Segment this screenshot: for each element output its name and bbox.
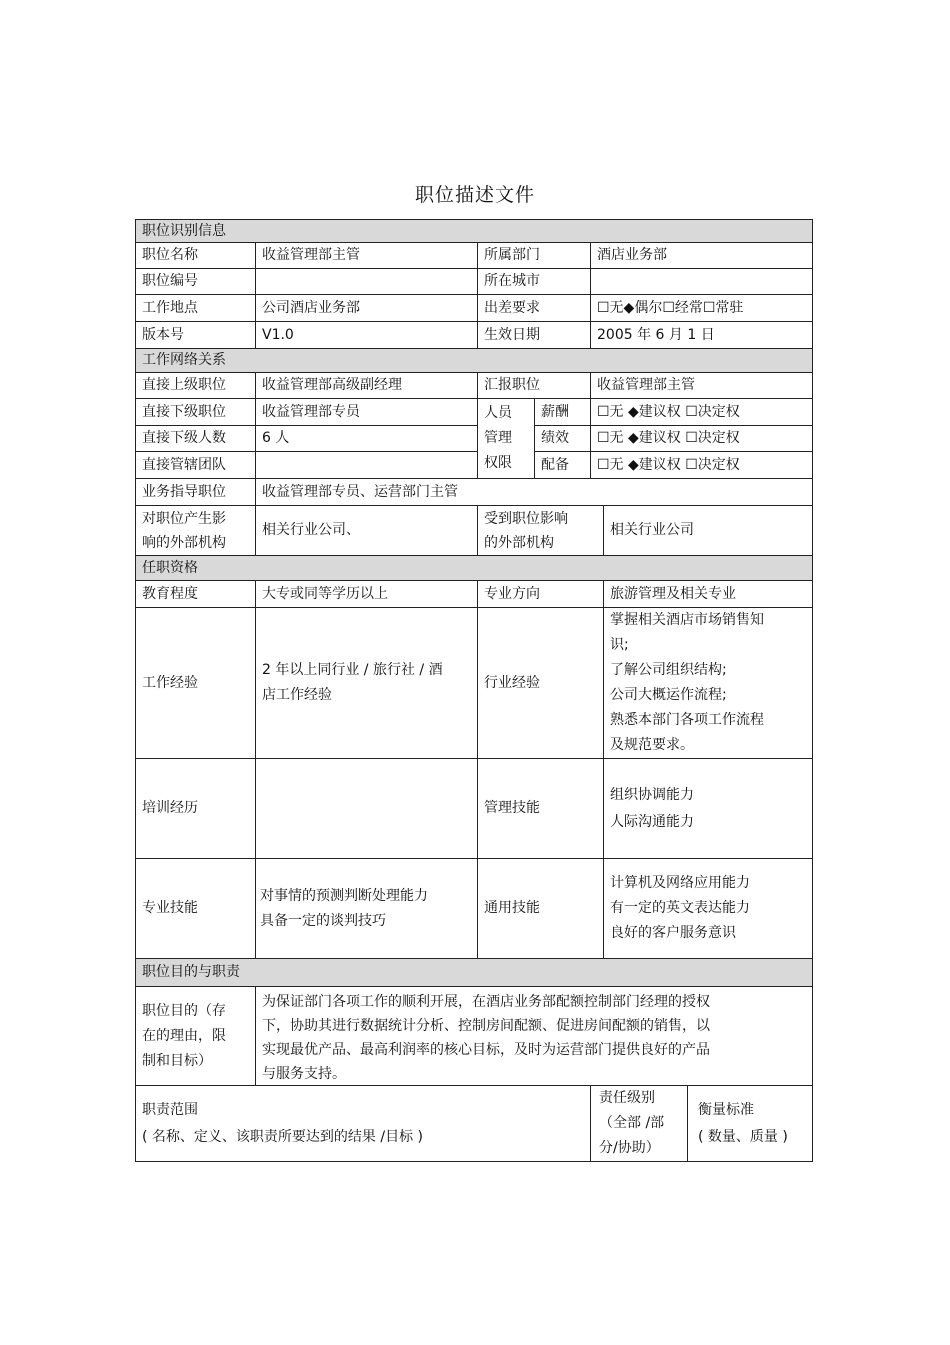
label-text: 人员 管理 权限 xyxy=(484,405,512,471)
cell-training-label xyxy=(135,758,256,859)
cell-influence-out-value xyxy=(255,505,478,556)
cell-job-no-value xyxy=(255,268,478,295)
label-text: 直接下级职位 xyxy=(142,403,226,420)
cell-training-value xyxy=(255,758,478,859)
cell-subordinate-label xyxy=(135,398,256,426)
cell-purpose-label xyxy=(135,986,256,1086)
label-text: 工作地点 xyxy=(142,299,198,316)
cell-travel-label xyxy=(477,294,591,322)
label-text: 直接管辖团队 xyxy=(142,456,226,473)
cell-perf-value xyxy=(590,425,813,452)
label-text: 直接上级职位 xyxy=(142,377,226,393)
cell-alloc-value xyxy=(590,451,813,479)
label-text: 汇报职位 xyxy=(484,377,540,393)
section-header-qualification xyxy=(135,555,813,581)
label-text: 版本号 xyxy=(142,326,184,343)
cell-general-label xyxy=(477,858,604,959)
label-text: 职位编号 xyxy=(142,273,198,289)
label-text: 通用技能 xyxy=(484,900,540,916)
section-header-duty xyxy=(135,958,813,987)
value-text: 2 年以上同行业 / 旅行社 / 酒 店工作经验 xyxy=(262,662,443,703)
cell-guide-label xyxy=(135,478,256,506)
cell-mgmt-label xyxy=(477,758,604,859)
label-text: 管理技能 xyxy=(484,800,540,816)
cell-version-value xyxy=(255,321,478,349)
cell-perf-label xyxy=(534,425,591,452)
cell-measure-label xyxy=(687,1085,813,1162)
cell-exp-value xyxy=(255,607,478,759)
cell-general-value xyxy=(603,858,813,959)
cell-mgmt-value xyxy=(603,758,813,859)
cell-edu-label xyxy=(135,580,256,608)
value-text: 组织协调能力 人际沟通能力 xyxy=(610,786,694,830)
cell-pro-value xyxy=(255,858,478,959)
cell-report-value xyxy=(590,372,813,399)
cell-industry-label xyxy=(477,607,604,759)
label-text: 对职位产生影 响的外部机构 xyxy=(142,510,226,551)
cell-version-label xyxy=(135,321,256,349)
cell-exp-label xyxy=(135,607,256,759)
cell-level-label xyxy=(590,1085,688,1162)
cell-job-name-value xyxy=(255,242,478,269)
label-text: 直接下级人数 xyxy=(142,430,226,446)
cell-pro-label xyxy=(135,858,256,959)
label-text: 受到职位影响 的外部机构 xyxy=(484,510,568,551)
cell-salary-value xyxy=(590,398,813,426)
cell-superior-label xyxy=(135,372,256,399)
page-title: 职位描述文件 xyxy=(414,184,535,206)
cell-authority-label xyxy=(477,398,535,479)
label-text: 生效日期 xyxy=(484,326,540,343)
label-text: 行业经验 xyxy=(484,674,540,691)
cell-travel-value xyxy=(590,294,813,322)
label-text: 专业方向 xyxy=(484,585,540,602)
cell-sub-count-label xyxy=(135,425,256,452)
label-text: 所在城市 xyxy=(484,273,540,289)
section-header-text: 工作网络关系 xyxy=(142,352,226,368)
cell-job-no-label xyxy=(135,268,256,295)
cell-superior-value xyxy=(255,372,478,399)
label-text: 职责范围 ( 名称、定义、该职责所要达到的结果 /目标 ) xyxy=(142,1101,423,1145)
cell-team-label xyxy=(135,451,256,479)
cell-influenced-label xyxy=(477,505,604,556)
label-text: 工作经验 xyxy=(142,674,198,691)
label-text: 职位名称 xyxy=(142,247,198,263)
section-header-text: 职位识别信息 xyxy=(142,222,226,239)
cell-influence-out-label xyxy=(135,505,256,556)
value-text: 对事情的预测判断处理能力 具备一定的谈判技巧 xyxy=(260,887,428,929)
value-text: 计算机及网络应用能力 有一定的英文表达能力 良好的客户服务意识 xyxy=(610,875,750,941)
cell-dept-label xyxy=(477,242,591,269)
value-text: ☐无◆偶尔☐经常☐常驻 xyxy=(597,299,744,316)
cell-scope-label xyxy=(135,1085,591,1162)
value-text: 酒店业务部 xyxy=(597,247,667,263)
section-header-network xyxy=(135,348,813,373)
value-text: 收益管理部专员、运营部门主管 xyxy=(262,483,458,500)
cell-report-label xyxy=(477,372,591,399)
value-text: 相关行业公司 xyxy=(610,522,694,538)
cell-industry-value xyxy=(603,607,813,759)
cell-effective-value xyxy=(590,321,813,349)
label-text: 专业技能 xyxy=(142,900,198,916)
label-text: 配备 xyxy=(541,456,569,473)
value-text: 公司酒店业务部 xyxy=(262,299,360,316)
value-text: 收益管理部主管 xyxy=(262,247,360,263)
value-text: 旅游管理及相关专业 xyxy=(610,585,736,602)
label-text: 业务指导职位 xyxy=(142,483,226,500)
section-header-text: 职位目的与职责 xyxy=(142,964,240,980)
cell-team-value xyxy=(255,451,478,479)
cell-salary-label xyxy=(534,398,591,426)
label-text: 薪酬 xyxy=(541,403,569,420)
value-text: V1.0 xyxy=(262,326,294,343)
cell-sub-count-value xyxy=(255,425,478,452)
label-text: 责任级别 （全部 /部 分/协助） xyxy=(599,1090,665,1156)
label-text: 教育程度 xyxy=(142,585,198,602)
cell-alloc-label xyxy=(534,451,591,479)
cell-effective-label xyxy=(477,321,591,349)
cell-subordinate-value xyxy=(255,398,478,426)
cell-dept-value xyxy=(590,242,813,269)
value-text: ☐无 ◆建议权 ☐决定权 xyxy=(597,430,740,446)
cell-purpose-value xyxy=(255,986,813,1086)
value-text: 收益管理部专员 xyxy=(262,403,360,420)
cell-major-value xyxy=(603,580,813,608)
cell-major-label xyxy=(477,580,604,608)
value-text: 6 人 xyxy=(262,430,290,446)
cell-location-value xyxy=(255,294,478,322)
label-text: 绩效 xyxy=(541,430,569,446)
value-text: 为保证部门各项工作的顺利开展，在酒店业务部配额控制部门经理的授权 下，协助其进行数据统计分析、控制房间配额、促进房间配额的销售，以 实现最优产品、最高利润率的核心目标，及时为运营部门提供良好的产品 与服务支持。 xyxy=(262,994,710,1082)
cell-job-name-label xyxy=(135,242,256,269)
label-text: 出差要求 xyxy=(484,299,540,316)
cell-influenced-value xyxy=(603,505,813,556)
value-text: 收益管理部高级副经理 xyxy=(262,377,402,393)
section-header-identification xyxy=(135,219,813,243)
section-header-text: 任职资格 xyxy=(142,559,198,576)
value-text: 大专或同等学历以上 xyxy=(262,585,388,602)
cell-guide-value xyxy=(255,478,813,506)
value-text: ☐无 ◆建议权 ☐决定权 xyxy=(597,403,740,420)
value-text: 掌握相关酒店市场销售知 识; 了解公司组织结构; 公司大概运作流程; 熟悉本部门各项工作流程 及规范要求。 xyxy=(610,612,764,753)
label-text: 所属部门 xyxy=(484,247,540,263)
value-text: 收益管理部主管 xyxy=(597,377,695,393)
label-text: 职位目的（存 在的理由，限 制和目标） xyxy=(142,1002,226,1069)
cell-city-label xyxy=(477,268,591,295)
value-text: ☐无 ◆建议权 ☐决定权 xyxy=(597,456,740,473)
value-text: 相关行业公司、 xyxy=(262,522,360,538)
label-text: 衡量标准 ( 数量、质量 ) xyxy=(698,1101,788,1145)
value-text: 2005 年 6 月 1 日 xyxy=(597,326,715,343)
cell-edu-value xyxy=(255,580,478,608)
label-text: 培训经历 xyxy=(142,800,198,816)
cell-city-value xyxy=(590,268,813,295)
cell-location-label xyxy=(135,294,256,322)
